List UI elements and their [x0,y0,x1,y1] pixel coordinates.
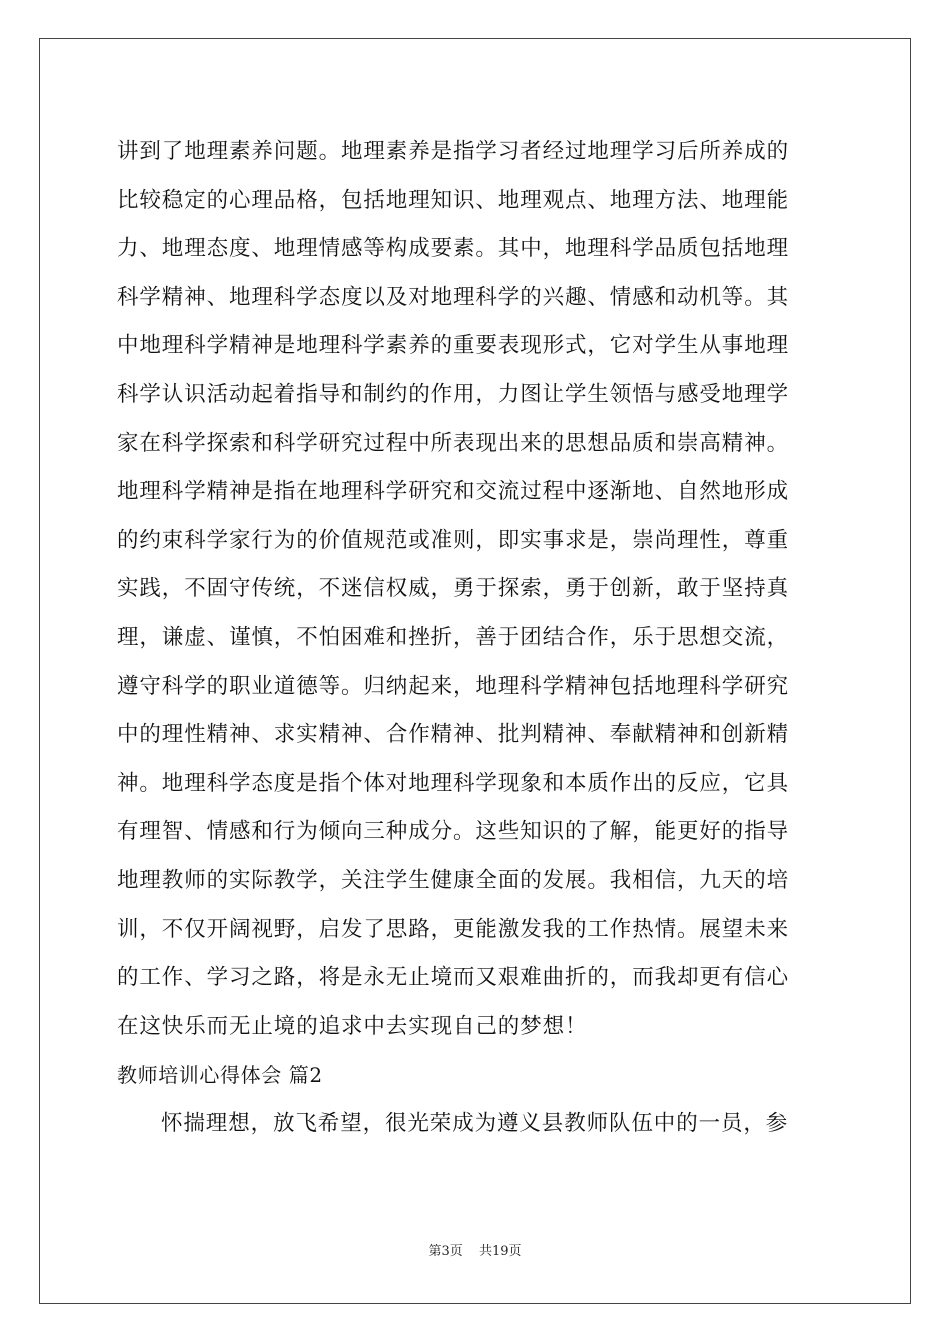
paragraph-line: 在这快乐而无止境的追求中去实现自己的梦想！ [117,1013,588,1039]
paragraph-line: 科学认识活动起着指导和制约的作用，力图让学生领悟与感受地理学 [117,381,790,407]
paragraph-line: 理，谦虚、谨慎，不怕困难和挫折，善于团结合作，乐于思想交流， [117,624,790,650]
paragraph-line: 地理教师的实际教学，关注学生健康全面的发展。我相信，九天的培 [117,867,790,893]
paragraph-line: 中地理科学精神是地理科学素养的重要表现形式，它对学生从事地理 [117,333,790,359]
page-number: 第3页 [428,1244,463,1259]
paragraph-line: 训，不仅开阔视野，启发了思路，更能激发我的工作热情。展望未来 [117,916,790,942]
paragraph-line: 家在科学探索和科学研究过程中所表现出来的思想品质和崇高精神。 [117,430,790,456]
section-heading: 教师培训心得体会 篇2 [117,1063,323,1088]
paragraph-line: 神。地理科学态度是指个体对地理科学现象和本质作出的反应，它具 [117,770,790,796]
page-footer [0,1240,950,1259]
paragraph-line: 实践，不固守传统，不迷信权威，勇于探索，勇于创新，敢于坚持真 [117,576,790,602]
paragraph-line: 力、地理态度、地理情感等构成要素。其中，地理科学品质包括地理 [117,236,790,262]
document-body [117,128,837,1148]
paragraph-line: 讲到了地理素养问题。地理素养是指学习者经过地理学习后所养成的 [117,139,790,164]
page-total: 共19页 [478,1244,522,1259]
paragraph-line: 地理科学精神是指在地理科学研究和交流过程中逐渐地、自然地形成 [117,479,790,505]
paragraph-line: 有理智、情感和行为倾向三种成分。这些知识的了解，能更好的指导 [117,819,790,845]
paragraph-line: 科学精神、地理科学态度以及对地理科学的兴趣、情感和动机等。其 [117,284,790,310]
paragraph-line: 遵守科学的职业道德等。归纳起来，地理科学精神包括地理科学研究 [117,673,790,699]
paragraph-line: 中的理性精神、求实精神、合作精神、批判精神、奉献精神和创新精 [117,722,790,748]
paragraph-line: 比较稳定的心理品格，包括地理知识、地理观点、地理方法、地理能 [117,187,790,213]
paragraph-line: 的工作、学习之路，将是永无止境而又艰难曲折的，而我却更有信心 [117,965,790,991]
section-first-line: 怀揣理想，放飞希望，很光荣成为遵义县教师队伍中的一员，参 [161,1110,789,1136]
paragraph-line: 的约束科学家行为的价值规范或准则，即实事求是，崇尚理性，尊重 [117,527,790,553]
